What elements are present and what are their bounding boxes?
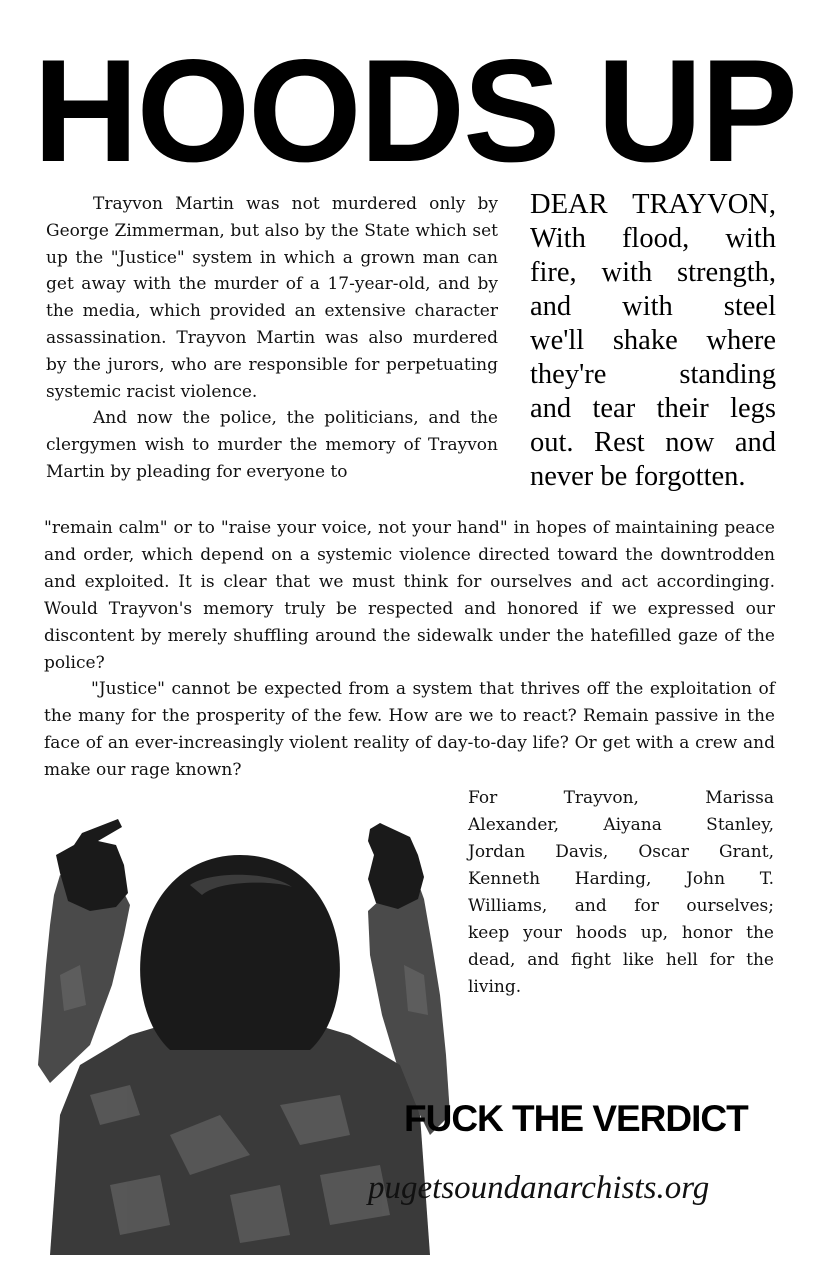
dear-trayvon-poem [530, 188, 776, 494]
poem-line: we'll shake where [530, 325, 776, 356]
tribute-line: Jordan Davis, Oscar Grant, [468, 842, 774, 862]
hood-shape [140, 855, 340, 1050]
tribute-line: For Trayvon, Marissa [468, 788, 774, 808]
slogan-text: FUCK THE VERDICT [404, 1098, 748, 1139]
tribute-paragraph [468, 785, 774, 1001]
intro-paragraph-2: And now the police, the politicians, and the clergymen wish to murder the memory of Trayvon Martin by pleading for everyone to [46, 408, 498, 482]
website-url: pugetsoundanarchists.org [368, 1170, 710, 1206]
body-paragraph-3: "Justice" cannot be expected from a system that thrives off the exploitation of the many for the prosperity of the few. How are we to react? Remain passive in the face of an ever-increasingly violent reality of day-to-day life? Or get with a crew and make our rage known? [44, 679, 775, 781]
poem-line: With flood, with [530, 223, 776, 254]
poem-line: and with steel [530, 291, 776, 322]
intro-paragraph-1: Trayvon Martin was not murdered only by George Zimmerman, but also by the State which set up the "Justice" system in which a grown man can get away with the murder of a 17-year-old, and by the media, which provided an extensive character assassination. Trayvon Martin was also murdered by the jurors, who are responsible for perpetuating systemic racist violence. [46, 194, 498, 402]
body-paragraph-2-continued: "remain calm" or to "raise your voice, not your hand" in hopes of maintaining peace and order, which depend on a systemic violence directed toward the downtrodden and exploited. It is clear that we must think for ourselves and act accordinging. Would Trayvon's memory truly be respected and honored if we expressed our discontent by merely shuffling around the sidewalk under the hatefilled gaze of the police? [44, 518, 775, 673]
tribute-line: keep your hoods up, honor the [468, 923, 774, 943]
tribute-line: Williams, and for ourselves; [468, 896, 774, 916]
tribute-line: living. [468, 977, 522, 997]
main-body-text [44, 515, 775, 784]
poem-line: out. Rest now and [530, 427, 776, 458]
poem-line: and tear their legs [530, 393, 776, 424]
tribute-line: Alexander, Aiyana Stanley, [468, 815, 774, 835]
tribute-line: dead, and fight like hell for the [468, 950, 774, 970]
right-hand-shape [368, 823, 424, 909]
poem-line: DEAR TRAYVON, [530, 189, 776, 220]
poem-line: fire, with strength, [530, 257, 776, 288]
poster-title: HOODS UP [33, 29, 796, 192]
tribute-line: Kenneth Harding, John T. [468, 869, 774, 889]
poem-line: they're standing [530, 359, 776, 390]
intro-column [46, 191, 498, 486]
poem-line: never be forgotten. [530, 461, 746, 492]
